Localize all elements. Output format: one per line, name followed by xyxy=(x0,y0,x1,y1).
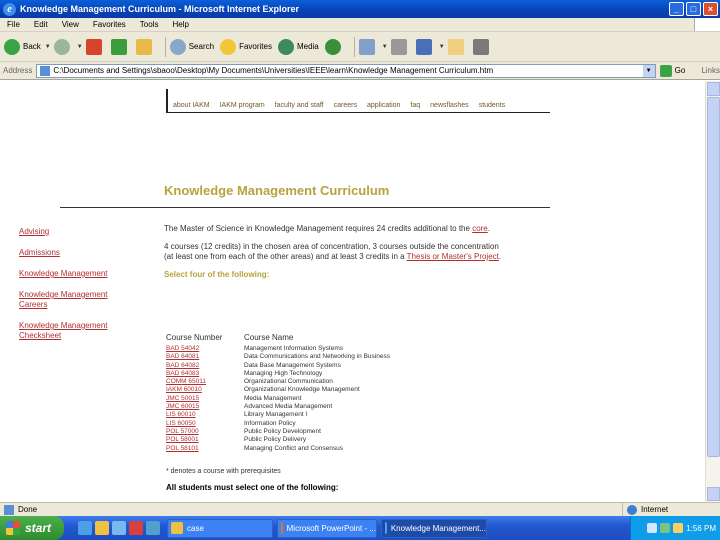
course-name: Managing High Technology xyxy=(244,369,323,377)
desktop-quicklaunch-icon[interactable] xyxy=(112,521,126,535)
toolbar-separator xyxy=(354,37,355,57)
nav-program[interactable]: IAKM program xyxy=(219,102,265,109)
stop-button[interactable] xyxy=(86,39,105,55)
left-link-advising[interactable]: Advising xyxy=(19,227,50,236)
app-quicklaunch-icon[interactable] xyxy=(129,521,143,535)
course-row xyxy=(166,436,390,444)
zone-label: Internet xyxy=(641,505,669,514)
scroll-thumb[interactable] xyxy=(707,97,720,457)
address-label: Address xyxy=(3,66,33,75)
task-internet-explorer[interactable] xyxy=(381,519,487,538)
home-button[interactable] xyxy=(136,39,155,55)
course-name: Organizational Communication xyxy=(244,378,333,386)
toolbar-separator xyxy=(165,37,166,57)
course-name: Media Management xyxy=(244,394,302,402)
scroll-up-icon[interactable] xyxy=(707,82,720,96)
tray-icon[interactable] xyxy=(673,523,683,533)
course-name: Advanced Media Management xyxy=(244,403,333,411)
scroll-down-icon[interactable] xyxy=(707,487,720,501)
course-number-link[interactable]: POL 57000 xyxy=(166,427,199,435)
ie-icon xyxy=(385,522,387,534)
course-number-link[interactable]: LIS 60010 xyxy=(166,411,196,419)
page-title: Knowledge Management Curriculum xyxy=(164,183,390,198)
thesis-link[interactable]: Thesis or Master's Project xyxy=(406,252,499,261)
ie-logo-icon: e xyxy=(3,3,16,16)
minimize-button[interactable]: _ xyxy=(669,2,684,16)
course-name: Public Policy Delivery xyxy=(244,436,307,444)
clock: 1:56 PM xyxy=(686,523,716,533)
address-url[interactable]: C:\Documents and Settings\sbaoo\Desktop\My Documents\Universities\IEEE\learn\Knowledge Management Curriculum.htm xyxy=(53,66,494,75)
start-button[interactable] xyxy=(0,516,64,540)
print-button[interactable] xyxy=(391,39,410,55)
mail-icon xyxy=(359,39,375,55)
course-name: Information Policy xyxy=(244,419,296,427)
status-bar xyxy=(0,502,720,516)
system-tray xyxy=(630,516,720,540)
main-text xyxy=(164,224,504,280)
nav-about[interactable]: about IAKM xyxy=(173,102,210,109)
concentration-text: 4 courses (12 credits) in the chosen area of concentration, 3 courses outside the concentration (at least one from each of the other areas) and at least 3 credits in a xyxy=(164,242,499,261)
menu-edit[interactable]: Edit xyxy=(33,20,48,29)
course-number-link[interactable]: BAD 64083 xyxy=(166,369,200,377)
task-powerpoint[interactable] xyxy=(277,519,377,538)
task-case[interactable] xyxy=(167,519,273,538)
course-row xyxy=(166,353,390,361)
links-button[interactable]: Links xyxy=(701,66,720,75)
forward-arrow-icon xyxy=(54,39,70,55)
history-button[interactable] xyxy=(325,39,344,55)
course-row xyxy=(166,378,390,386)
course-name: Library Management I xyxy=(244,411,308,419)
discuss-button[interactable] xyxy=(448,39,467,55)
powerpoint-icon xyxy=(281,522,283,534)
menu-view[interactable]: View xyxy=(61,20,79,29)
toolbar xyxy=(0,32,720,62)
prerequisite-footnote: * denotes a course with prerequisites xyxy=(166,468,281,475)
course-name: Organizational Knowledge Management xyxy=(244,386,360,394)
go-arrow-icon xyxy=(660,65,672,77)
messenger-button[interactable] xyxy=(473,39,492,55)
nav-students[interactable]: students xyxy=(478,102,506,109)
course-row xyxy=(166,403,390,411)
forward-button[interactable] xyxy=(54,39,73,55)
course-name: Public Policy Development xyxy=(244,427,321,435)
course-number-link[interactable]: BAD 54042 xyxy=(166,345,200,352)
course-row xyxy=(166,445,390,453)
word-edit-icon xyxy=(416,39,432,55)
address-dropdown-icon[interactable]: ▼ xyxy=(643,65,655,77)
search-button[interactable] xyxy=(170,39,214,55)
course-number-link[interactable]: JMC 60015 xyxy=(166,403,200,411)
stop-icon xyxy=(86,39,102,55)
star-icon xyxy=(220,39,236,55)
maximize-button[interactable]: □ xyxy=(686,2,701,16)
course-row xyxy=(166,420,390,428)
divider xyxy=(60,207,550,208)
course-table-body xyxy=(166,345,390,453)
must-select-heading: All students must select one of the following: xyxy=(166,483,339,492)
left-link-careers[interactable]: Knowledge Management Careers xyxy=(19,290,108,309)
back-button[interactable] xyxy=(4,39,41,55)
page-done-icon xyxy=(4,505,14,515)
menu-tools[interactable]: Tools xyxy=(139,20,159,29)
mail-button[interactable] xyxy=(359,39,378,55)
back-arrow-icon xyxy=(4,39,20,55)
column-header-name: Course Name xyxy=(244,333,294,342)
back-label: Back xyxy=(23,42,41,51)
window-title: Knowledge Management Curriculum - Microsoft Internet Explorer xyxy=(20,4,300,14)
course-table xyxy=(166,333,390,453)
address-bar xyxy=(0,62,720,80)
course-row xyxy=(166,411,390,419)
course-number-link[interactable]: COMM 65011 xyxy=(166,378,206,386)
menu-help[interactable]: Help xyxy=(172,20,189,29)
windows-flag-icon xyxy=(6,521,20,535)
course-number-link[interactable]: IAKM 60010 xyxy=(166,386,202,394)
media-icon xyxy=(278,39,294,55)
course-number-link[interactable]: JMC 50015 xyxy=(166,394,200,402)
title-bar xyxy=(0,0,720,18)
start-label: start xyxy=(25,521,52,535)
task-label: case xyxy=(187,523,204,533)
task-label: Microsoft PowerPoint - ... xyxy=(286,523,376,533)
media-quicklaunch-icon[interactable] xyxy=(146,521,160,535)
course-name: Data Base Management Systems xyxy=(244,361,341,369)
course-row xyxy=(166,428,390,436)
course-row xyxy=(166,345,390,353)
favorites-label: Favorites xyxy=(239,42,272,51)
favorites-button[interactable] xyxy=(220,39,272,55)
search-icon xyxy=(170,39,186,55)
intro-end: . xyxy=(487,224,490,233)
column-header-number: Course Number xyxy=(166,333,223,342)
mail-dropdown-icon[interactable]: ▼ xyxy=(381,43,388,50)
course-number-link[interactable]: LIS 60050 xyxy=(166,419,196,427)
tray-icon[interactable] xyxy=(647,523,657,533)
edit-dropdown-icon[interactable]: ▼ xyxy=(438,43,445,50)
globe-icon xyxy=(627,505,637,515)
quick-launch xyxy=(78,521,163,535)
course-number-link[interactable]: POL 58001 xyxy=(166,436,199,444)
task-label: Knowledge Management... xyxy=(390,523,486,533)
concentration-end: . xyxy=(498,252,502,261)
course-row xyxy=(166,386,390,394)
menu-file[interactable]: File xyxy=(7,20,20,29)
course-row xyxy=(166,395,390,403)
ie-quicklaunch-icon[interactable] xyxy=(78,521,92,535)
intro-text: The Master of Science in Knowledge Management requires 24 credits additional to the xyxy=(164,224,470,233)
page-content xyxy=(0,81,705,502)
left-navigation xyxy=(19,227,129,352)
nav-faq[interactable]: faq xyxy=(410,102,421,109)
nav-careers[interactable]: careers xyxy=(333,102,357,109)
course-row xyxy=(166,362,390,370)
nav-faculty[interactable]: faculty and staff xyxy=(274,102,324,109)
course-row xyxy=(166,370,390,378)
go-button[interactable] xyxy=(660,65,686,77)
menu-bar xyxy=(0,18,720,32)
menu-favorites[interactable]: Favorites xyxy=(92,20,126,29)
search-label: Search xyxy=(188,42,215,51)
taskbar xyxy=(0,516,720,540)
concentration-paragraph xyxy=(164,242,504,262)
top-navigation xyxy=(166,89,550,113)
intro-paragraph xyxy=(164,224,504,234)
nav-newsflashes[interactable]: newsflashes xyxy=(430,102,469,109)
folder-quicklaunch-icon[interactable] xyxy=(95,521,109,535)
vertical-scrollbar[interactable] xyxy=(705,81,720,502)
folder-icon xyxy=(171,522,183,534)
security-zone xyxy=(622,503,720,517)
address-field[interactable] xyxy=(36,64,655,78)
course-number-link[interactable]: BAD 64082 xyxy=(166,361,200,369)
forward-dropdown-icon[interactable]: ▼ xyxy=(76,43,83,50)
core-link[interactable]: core xyxy=(472,224,488,233)
nav-application[interactable]: application xyxy=(366,102,401,109)
edit-button[interactable] xyxy=(416,39,435,55)
left-link-knowledge-management[interactable]: Knowledge Management xyxy=(19,269,108,278)
course-number-link[interactable]: BAD 64081 xyxy=(166,353,200,361)
home-icon xyxy=(136,39,152,55)
course-name: Data Communications and Networking in Business xyxy=(244,353,390,361)
windows-logo-icon xyxy=(694,18,720,31)
course-number-link[interactable]: POL 58101 xyxy=(166,444,199,452)
history-icon xyxy=(325,39,341,55)
refresh-button[interactable] xyxy=(111,39,130,55)
page-icon xyxy=(40,66,50,76)
discuss-icon xyxy=(448,39,464,55)
media-label: Media xyxy=(296,42,319,51)
left-link-checksheet[interactable]: Knowledge Management Checksheet xyxy=(19,321,108,340)
status-text: Done xyxy=(18,505,38,514)
left-link-admissions[interactable]: Admissions xyxy=(19,248,60,257)
go-label: Go xyxy=(674,66,686,75)
printer-icon xyxy=(391,39,407,55)
close-button[interactable]: × xyxy=(703,2,718,16)
back-dropdown-icon[interactable]: ▼ xyxy=(44,43,51,50)
course-name: Managing Conflict and Consensus xyxy=(244,444,344,452)
messenger-icon xyxy=(473,39,489,55)
select-four-heading: Select four of the following: xyxy=(164,270,270,279)
tray-icon[interactable] xyxy=(660,523,670,533)
media-button[interactable] xyxy=(278,39,319,55)
refresh-icon xyxy=(111,39,127,55)
course-name: Management Information Systems xyxy=(244,345,343,352)
